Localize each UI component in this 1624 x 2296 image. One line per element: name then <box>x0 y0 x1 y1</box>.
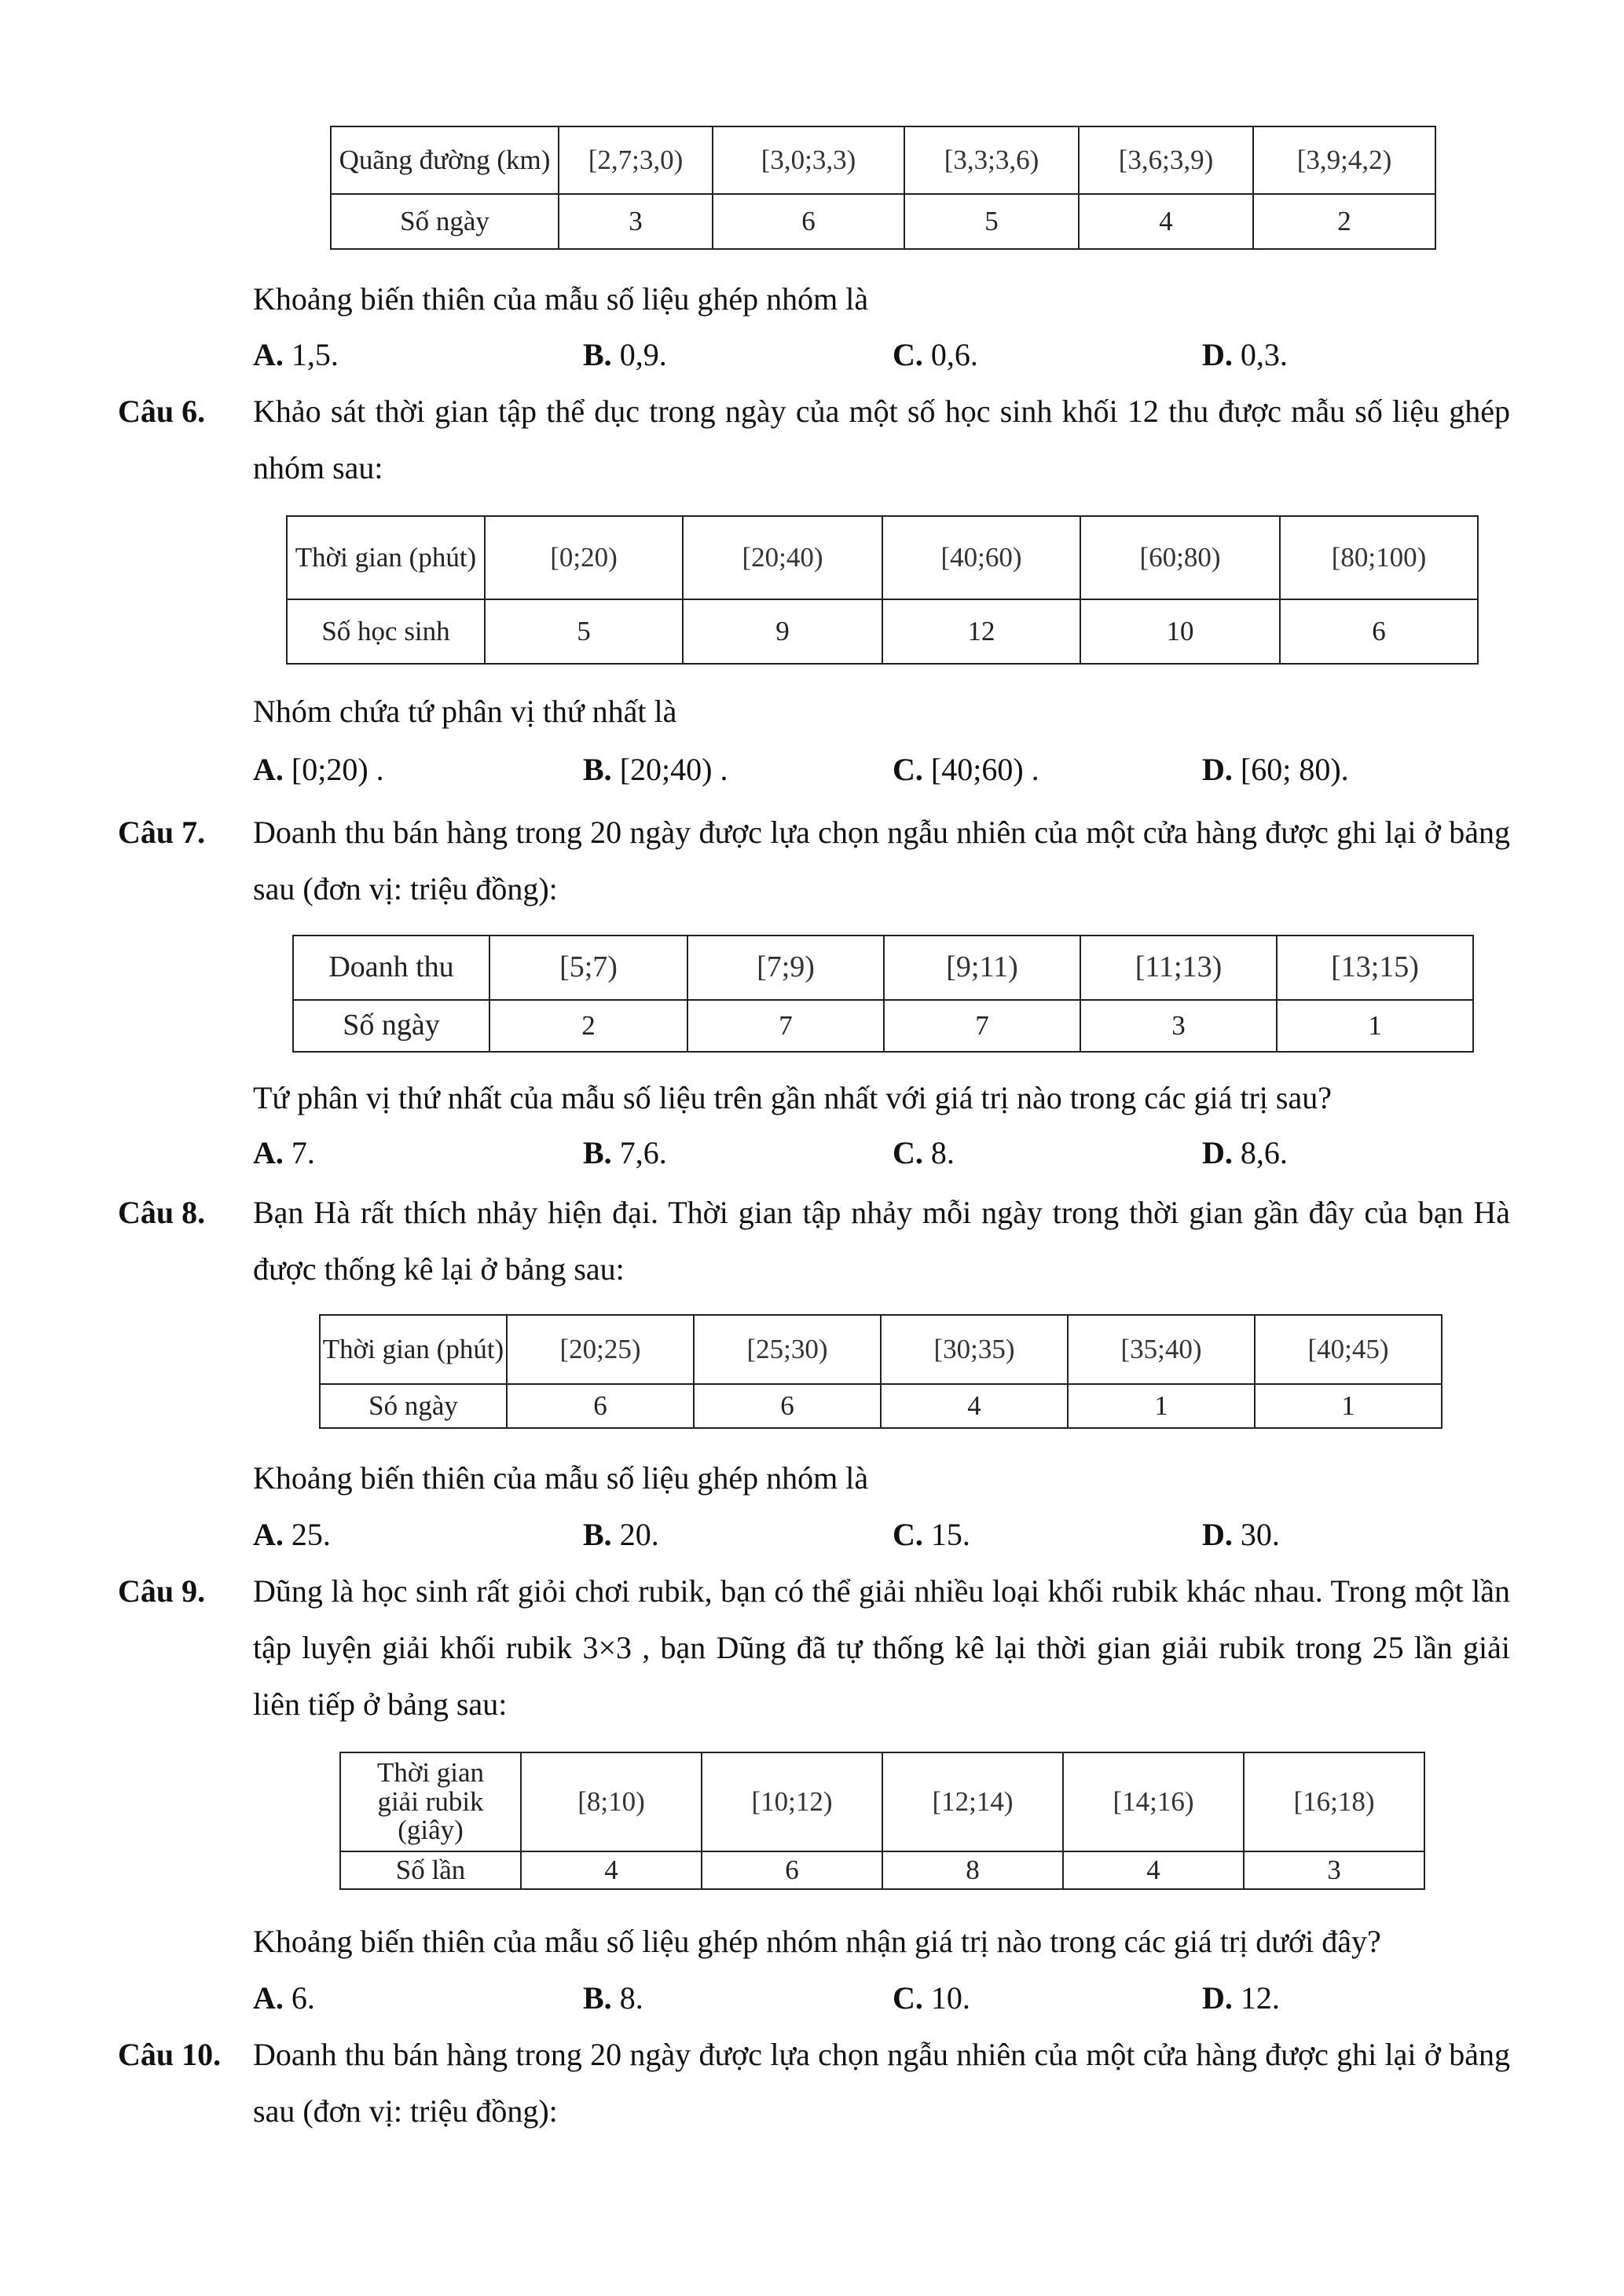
value-cell: 7 <box>687 1000 884 1052</box>
option-letter: D. <box>1202 1135 1233 1170</box>
option-letter: C. <box>893 1517 923 1552</box>
interval-cell: [13;15) <box>1277 936 1473 1000</box>
interval-cell: [40;60) <box>882 516 1080 599</box>
interval-cell: [80;100) <box>1280 516 1478 599</box>
option-text: [60; 80). <box>1240 752 1349 787</box>
option-letter: D. <box>1202 1517 1233 1552</box>
value-cell: 7 <box>884 1000 1080 1052</box>
interval-cell: [30;35) <box>881 1315 1068 1384</box>
value-cell: 4 <box>1063 1851 1244 1889</box>
value-cell: 4 <box>881 1384 1068 1428</box>
option-text: 0,3. <box>1240 337 1288 372</box>
table-revenue <box>292 935 1474 1053</box>
option-d <box>1202 1507 1280 1563</box>
option-letter: A. <box>253 1517 284 1552</box>
question-prompt: Nhóm chứa tứ phân vị thứ nhất là <box>253 694 677 729</box>
option-c <box>893 742 1039 798</box>
option-d <box>1202 1970 1280 2027</box>
value-cell: 5 <box>485 599 683 664</box>
table-dance-time <box>319 1314 1443 1429</box>
table-row-label: Số lần <box>340 1851 521 1889</box>
option-a <box>253 1970 315 2027</box>
option-text: [0;20) . <box>291 752 384 787</box>
option-c <box>893 327 978 383</box>
question-text: Bạn Hà rất thích nhảy hiện đại. Thời gian tập nhảy mỗi ngày trong thời gian gần đây của bạn Hà được thống kê lại ở bảng sau: <box>253 1195 1510 1287</box>
option-b <box>583 1507 659 1563</box>
option-text: 7,6. <box>619 1135 667 1170</box>
interval-cell: [3,6;3,9) <box>1079 126 1253 194</box>
option-letter: A. <box>253 752 284 787</box>
option-text: 0,9. <box>619 337 667 372</box>
option-b <box>583 1125 667 1181</box>
interval-cell: [0;20) <box>485 516 683 599</box>
table-distance <box>330 126 1436 250</box>
option-letter: C. <box>893 752 923 787</box>
value-cell: 3 <box>559 194 713 249</box>
interval-cell: [25;30) <box>694 1315 881 1384</box>
option-text: 8. <box>930 1135 955 1170</box>
table-header-label: Quãng đường (km) <box>331 126 559 194</box>
option-b <box>583 327 667 383</box>
option-letter: B. <box>583 1517 612 1552</box>
option-text: [40;60) . <box>930 752 1039 787</box>
option-letter: D. <box>1202 337 1233 372</box>
value-cell: 4 <box>1079 194 1253 249</box>
interval-cell: [16;18) <box>1244 1752 1424 1851</box>
value-cell: 3 <box>1080 1000 1277 1052</box>
table-row-label: Só ngày <box>320 1384 507 1428</box>
value-cell: 2 <box>489 1000 687 1052</box>
value-cell: 3 <box>1244 1851 1424 1889</box>
interval-cell: [20;40) <box>683 516 882 599</box>
value-cell: 1 <box>1255 1384 1442 1428</box>
option-letter: B. <box>583 1980 612 2016</box>
option-letter: A. <box>253 1980 284 2016</box>
option-text: 0,6. <box>930 337 978 372</box>
value-cell: 6 <box>702 1851 882 1889</box>
value-cell: 6 <box>507 1384 694 1428</box>
option-text: 7. <box>291 1135 315 1170</box>
table-header-label: Doanh thu <box>293 936 489 1000</box>
question-text: Khảo sát thời gian tập thể dục trong ngày của một số học sinh khối 12 thu được mẫu số liệu ghép nhóm sau: <box>253 394 1510 485</box>
option-letter: C. <box>893 1980 923 2016</box>
table-row-label: Số ngày <box>331 194 559 249</box>
option-b <box>583 1970 643 2027</box>
table-header-label: Thời gian giải rubik (giây) <box>340 1752 521 1851</box>
interval-cell: [10;12) <box>702 1752 882 1851</box>
option-d <box>1202 1125 1288 1181</box>
value-cell: 1 <box>1277 1000 1473 1052</box>
table-row-label: Số học sinh <box>287 599 485 664</box>
option-c <box>893 1970 970 2027</box>
question-label: Câu 7. <box>118 815 206 850</box>
option-letter: C. <box>893 1135 923 1170</box>
question-prompt: Tứ phân vị thứ nhất của mẫu số liệu trên gần nhất với giá trị nào trong các giá trị sau? <box>253 1080 1332 1115</box>
option-letter: B. <box>583 1135 612 1170</box>
option-letter: A. <box>253 1135 284 1170</box>
interval-cell: [8;10) <box>521 1752 702 1851</box>
interval-cell: [20;25) <box>507 1315 694 1384</box>
question-text: Dũng là học sinh rất giỏi chơi rubik, bạn có thể giải nhiều loại khối rubik khác nhau. Trong một lần tập luyện giải khối rubik 3×3 , bạn Dũng đã tự thống kê lại thời gian giải rubik trong 25 lần giải liên tiếp ở bảng sau: <box>253 1573 1510 1722</box>
value-cell: 6 <box>694 1384 881 1428</box>
interval-cell: [35;40) <box>1068 1315 1255 1384</box>
option-letter: B. <box>583 752 612 787</box>
option-text: 25. <box>291 1517 331 1552</box>
option-letter: A. <box>253 337 284 372</box>
option-b <box>583 742 728 798</box>
interval-cell: [5;7) <box>489 936 687 1000</box>
option-c <box>893 1507 970 1563</box>
question-text: Doanh thu bán hàng trong 20 ngày được lựa chọn ngẫu nhiên của một cửa hàng được ghi lại ở bảng sau (đơn vị: triệu đồng): <box>253 815 1510 906</box>
value-cell: 8 <box>882 1851 1063 1889</box>
option-text: 10. <box>930 1980 970 2016</box>
option-letter: C. <box>893 337 923 372</box>
value-cell: 5 <box>904 194 1079 249</box>
table-header-label: Thời gian (phút) <box>320 1315 507 1384</box>
interval-cell: [60;80) <box>1080 516 1280 599</box>
interval-cell: [11;13) <box>1080 936 1277 1000</box>
question-label: Câu 10. <box>118 2037 222 2072</box>
value-cell: 6 <box>1280 599 1478 664</box>
interval-cell: [3,9;4,2) <box>1253 126 1435 194</box>
option-a <box>253 327 339 383</box>
value-cell: 4 <box>521 1851 702 1889</box>
option-letter: D. <box>1202 1980 1233 2016</box>
option-text: 30. <box>1240 1517 1280 1552</box>
interval-cell: [12;14) <box>882 1752 1063 1851</box>
option-text: 8. <box>619 1980 643 2016</box>
question-label: Câu 6. <box>118 394 206 429</box>
option-text: 15. <box>930 1517 970 1552</box>
option-letter: D. <box>1202 752 1233 787</box>
option-text: 6. <box>291 1980 315 2016</box>
table-row-label: Số ngày <box>293 1000 489 1052</box>
option-a <box>253 1507 331 1563</box>
interval-cell: [3,3;3,6) <box>904 126 1079 194</box>
value-cell: 1 <box>1068 1384 1255 1428</box>
option-d <box>1202 327 1288 383</box>
question-text: Doanh thu bán hàng trong 20 ngày được lựa chọn ngẫu nhiên của một cửa hàng được ghi lại ở bảng sau (đơn vị: triệu đồng): <box>253 2037 1510 2129</box>
option-text: 8,6. <box>1240 1135 1288 1170</box>
question-prompt: Khoảng biến thiên của mẫu số liệu ghép nhóm là <box>253 1460 869 1496</box>
value-cell: 9 <box>683 599 882 664</box>
value-cell: 12 <box>882 599 1080 664</box>
question-label: Câu 9. <box>118 1573 206 1609</box>
interval-cell: [9;11) <box>884 936 1080 1000</box>
interval-cell: [3,0;3,3) <box>713 126 904 194</box>
value-cell: 2 <box>1253 194 1435 249</box>
option-text: 20. <box>619 1517 659 1552</box>
value-cell: 10 <box>1080 599 1280 664</box>
interval-cell: [2,7;3,0) <box>559 126 713 194</box>
table-exercise-time <box>286 515 1479 665</box>
option-c <box>893 1125 955 1181</box>
question-prompt: Khoảng biến thiên của mẫu số liệu ghép nhóm nhận giá trị nào trong các giá trị dưới đây? <box>253 1924 1381 1959</box>
interval-cell: [7;9) <box>687 936 884 1000</box>
interval-cell: [40;45) <box>1255 1315 1442 1384</box>
table-rubik-time <box>339 1752 1425 1890</box>
table-header-label: Thời gian (phút) <box>287 516 485 599</box>
question-prompt: Khoảng biến thiên của mẫu số liệu ghép nhóm là <box>253 281 869 317</box>
question-label: Câu 8. <box>118 1195 206 1230</box>
option-a <box>253 1125 315 1181</box>
option-d <box>1202 742 1349 798</box>
interval-cell: [14;16) <box>1063 1752 1244 1851</box>
option-a <box>253 742 384 798</box>
value-cell: 6 <box>713 194 904 249</box>
option-text: [20;40) . <box>619 752 728 787</box>
option-letter: B. <box>583 337 612 372</box>
option-text: 1,5. <box>291 337 339 372</box>
option-text: 12. <box>1240 1980 1280 2016</box>
